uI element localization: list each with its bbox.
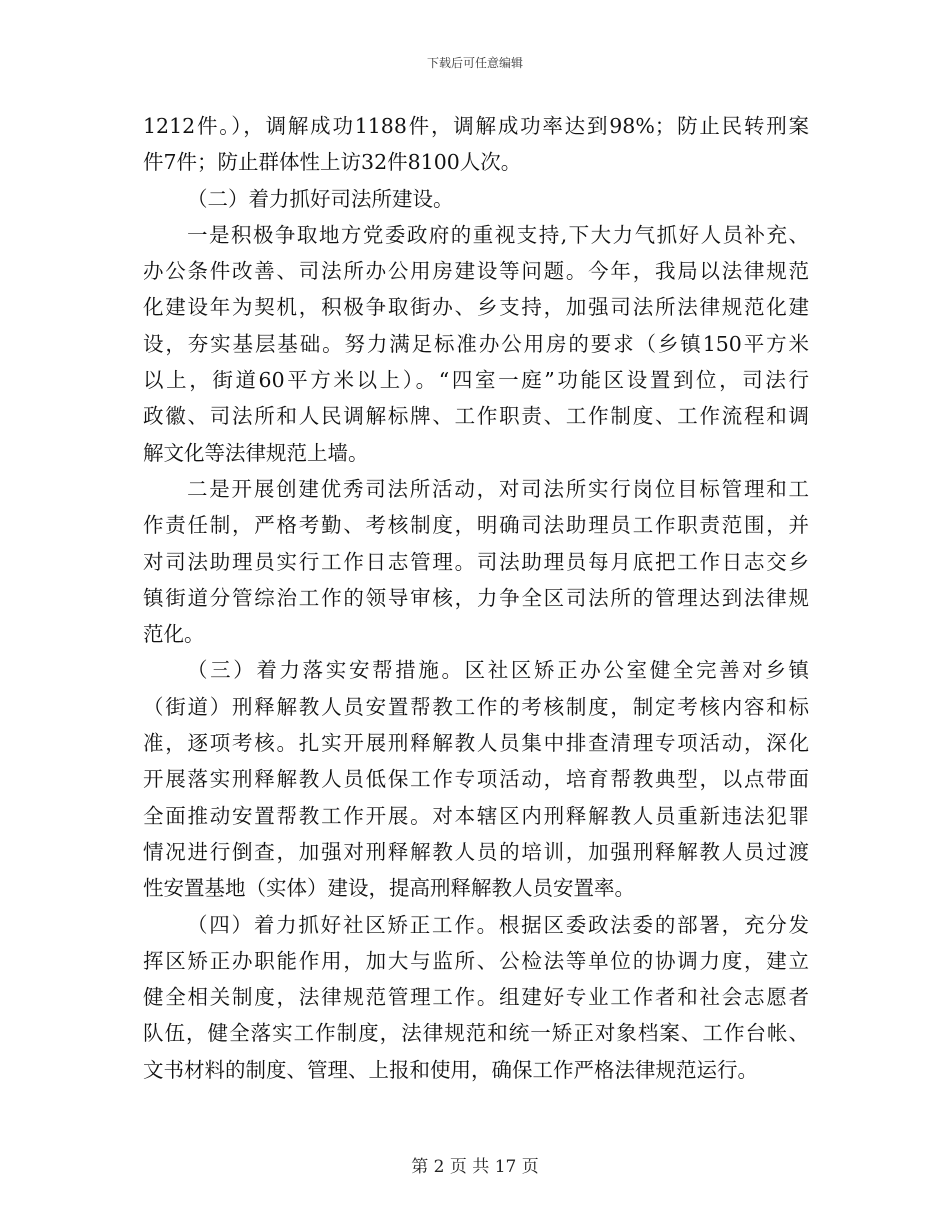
paragraph-line: 开展落实刑释解教人员低保工作专项活动，培育帮教典型，以点带面 xyxy=(143,767,809,792)
paragraph-line: 1212件。），调解成功1188件，调解成功率达到98%；防止民转刑案 xyxy=(143,114,809,138)
paragraph-line: 健全相关制度，法律规范管理工作。组建好专业工作者和社会志愿者 xyxy=(143,985,809,1010)
paragraph-line: 准，逐项考核。扎实开展刑释解教人员集中排查清理专项活动，深化 xyxy=(143,731,809,756)
paragraph xyxy=(143,907,809,1088)
paragraph-line: 作责任制，严格考勤、考核制度，明确司法助理员工作职责范围，并 xyxy=(143,513,809,538)
paragraph-line: 化建设年为契机，积极争取街办、乡支持，加强司法所法律规范化建 xyxy=(143,295,809,320)
paragraph-line: 镇街道分管综治工作的领导审核，力争全区司法所的管理达到法律规 xyxy=(143,585,809,610)
paragraph xyxy=(143,652,809,906)
paragraph xyxy=(143,217,809,471)
paragraph-line: 解文化等法律规范上墙。 xyxy=(143,440,369,465)
paragraph-line: （三）着力落实安帮措施。区社区矫正办公室健全完善对乡镇 xyxy=(187,658,809,683)
paragraph-line: （四）着力抓好社区矫正工作。根据区委政法委的部署，充分发 xyxy=(187,912,809,937)
paragraph-line: 性安置基地（实体）建设，提高刑释解教人员安置率。 xyxy=(143,876,635,901)
paragraph xyxy=(143,471,809,652)
page-footer: 第 2 页 共 17 页 xyxy=(411,1157,539,1177)
paragraph xyxy=(143,181,809,217)
paragraph-line: 设，夯实基层基础。努力满足标准办公用房的要求（乡镇150平方米 xyxy=(143,331,809,356)
paragraph-line: 以上，街道60平方米以上）。“四室一庭”功能区设置到位，司法行 xyxy=(143,368,809,393)
paragraph-line: 二是开展创建优秀司法所活动，对司法所实行岗位目标管理和工 xyxy=(187,476,809,501)
paragraph-line: 一是积极争取地方党委政府的重视支持,下大力气抓好人员补充、 xyxy=(187,222,809,247)
paragraph-line: 范化。 xyxy=(143,622,205,647)
page-header: 下载后可任意编辑 xyxy=(426,56,523,70)
paragraph-line: 文书材料的制度、管理、上报和使用，确保工作严格法律规范运行。 xyxy=(143,1057,758,1082)
document-body xyxy=(143,108,809,1088)
paragraph-line: 对司法助理员实行工作日志管理。司法助理员每月底把工作日志交乡 xyxy=(143,549,809,574)
paragraph-line: 件7件；防止群体性上访32件8100人次。 xyxy=(143,150,522,175)
paragraph-line: （街道）刑释解教人员安置帮教工作的考核制度，制定考核内容和标 xyxy=(143,694,809,719)
paragraph-line: 挥区矫正办职能作用，加大与监所、公检法等单位的协调力度，建立 xyxy=(143,948,809,973)
paragraph-line: 政徽、司法所和人民调解标牌、工作职责、工作制度、工作流程和调 xyxy=(143,404,809,429)
paragraph-line: 办公条件改善、司法所办公用房建设等问题。今年，我局以法律规范 xyxy=(143,259,809,284)
paragraph-line: （二）着力抓好司法所建设。 xyxy=(187,186,454,211)
paragraph xyxy=(143,108,809,181)
paragraph-line: 全面推动安置帮教工作开展。对本辖区内刑释解教人员重新违法犯罪 xyxy=(143,803,809,828)
paragraph-line: 队伍，健全落实工作制度，法律规范和统一矫正对象档案、工作台帐、 xyxy=(143,1021,809,1046)
paragraph-line: 情况进行倒查，加强对刑释解教人员的培训，加强刑释解教人员过渡 xyxy=(143,839,809,864)
